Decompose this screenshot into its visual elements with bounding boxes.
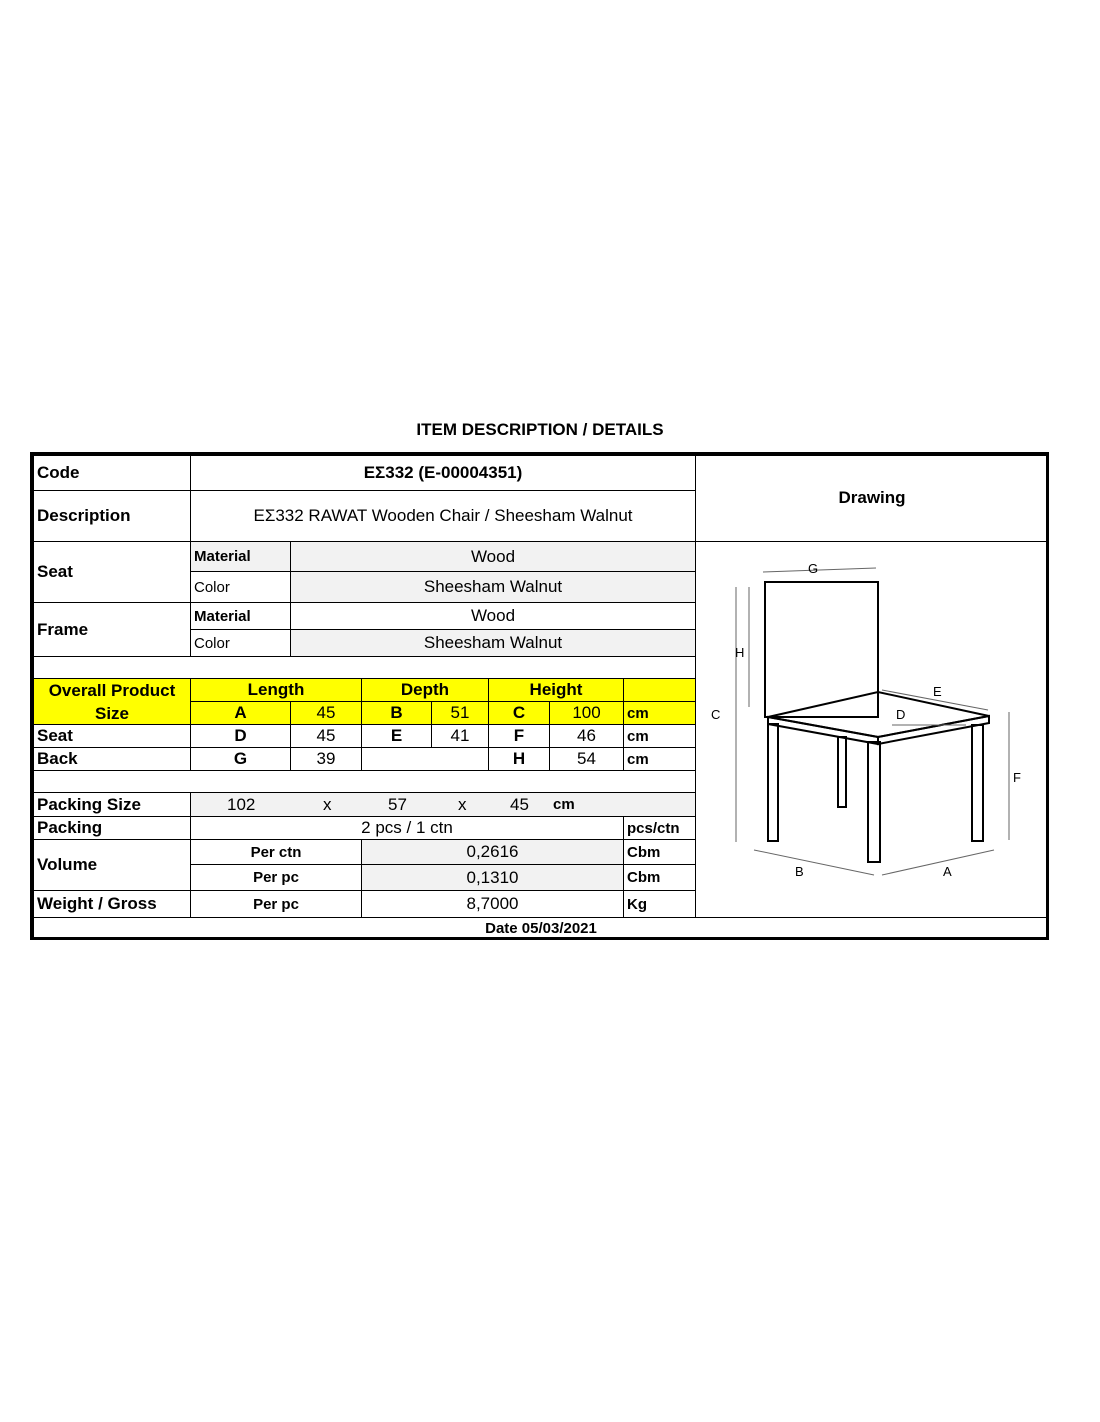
dim-line-b [754,850,874,875]
spec-sheet [30,452,1049,940]
seat-label: Seat [33,541,191,603]
packing-length: 102 [227,794,256,814]
dim-key-e: E [361,724,432,748]
packing-height: 45 [510,794,529,814]
weight-value: 8,7000 [361,890,624,918]
volume-per-ctn-value: 0,2616 [361,839,624,865]
page-title: ITEM DESCRIPTION / DETAILS [416,420,664,439]
unit-header [623,678,696,702]
overall-size-line1: Overall Product [48,680,176,700]
dim-letter-d: D [896,707,906,722]
dimension-lines [736,568,1009,875]
dim-val-b: 51 [431,701,489,725]
volume-per-pc-label: Per pc [190,864,362,891]
dim-val-d: 45 [290,724,362,748]
dim-unit-row1: cm [623,701,696,725]
spacer-row-2 [33,770,696,793]
dim-letter-e: E [933,684,942,699]
chair-drawing [696,542,1049,918]
dim-key-a: A [190,701,291,725]
seat-color-label: Color [190,571,291,603]
packing-unit: pcs/ctn [623,816,696,840]
overall-size-line2: Size [94,703,130,723]
chair-leg-back-right [972,725,983,841]
seat-material-label: Material [190,541,291,572]
dim-letter-g: G [808,561,819,576]
dim-key-d: D [190,724,291,748]
dim-key-b: B [361,701,432,725]
volume-per-ctn-label: Per ctn [190,839,362,865]
volume-per-pc-value: 0,1310 [361,864,624,891]
weight-per-label: Per pc [190,890,362,918]
dim-val-e: 41 [431,724,489,748]
dim-val-a: 45 [290,701,362,725]
dim-key-c: C [488,701,550,725]
frame-color-value: Sheesham Walnut [290,629,696,657]
packing-value: 2 pcs / 1 ctn [190,816,624,840]
packing-width: 57 [388,794,407,814]
overall-size-label [33,678,191,725]
packing-size-unit: cm [553,796,575,813]
dim-back-label: Back [33,747,191,771]
dim-unit-row2: cm [623,724,696,748]
weight-label: Weight / Gross [33,890,191,918]
volume-label: Volume [33,839,191,891]
code-label: Code [33,455,191,491]
drawing-label: Drawing [695,455,1049,542]
length-header: Length [190,678,362,702]
spacer-row [33,656,696,679]
packing-x2: x [458,794,467,814]
dim-letter-f: F [1013,770,1021,785]
code-value: ΕΣ332 (E-00004351) [190,455,696,491]
dim-letter-c: C [711,707,721,722]
dim-line-a [882,850,994,875]
frame-color-label: Color [190,629,291,657]
drawing-area [695,541,1049,918]
frame-material-label: Material [190,602,291,630]
dim-unit-row3: cm [623,747,696,771]
dim-key-f: F [488,724,550,748]
chair-outline [765,582,989,862]
dim-val-f: 46 [549,724,624,748]
chair-leg-front-left [768,724,778,841]
dim-val-g: 39 [290,747,362,771]
packing-label: Packing [33,816,191,840]
frame-material-value: Wood [290,602,696,630]
dim-val-c: 100 [549,701,624,725]
dim-letter-h: H [735,645,745,660]
chair-leg-back-left [838,737,846,807]
dim-key-g: G [190,747,291,771]
chair-leg-front-right [868,742,880,862]
dim-letter-a: A [943,864,952,879]
packing-x1: x [323,794,332,814]
volume-per-ctn-unit: Cbm [623,839,696,865]
dim-line-g [763,568,876,572]
chair-seat-front [768,717,878,744]
frame-label: Frame [33,602,191,657]
dim-key-h: H [488,747,550,771]
date-footer: Date 05/03/2021 [33,917,1049,940]
dim-letter-b: B [795,864,804,879]
description-value: ΕΣ332 RAWAT Wooden Chair / Sheesham Walnut [190,490,696,542]
depth-header: Depth [361,678,489,702]
dim-seat-label: Seat [33,724,191,748]
seat-color-value: Sheesham Walnut [290,571,696,603]
height-header: Height [488,678,624,702]
volume-per-pc-unit: Cbm [623,864,696,891]
dim-val-h: 54 [549,747,624,771]
seat-material-value: Wood [290,541,696,572]
description-label: Description [33,490,191,542]
packing-size-row [190,792,696,817]
weight-unit: Kg [623,890,696,918]
packing-size-label: Packing Size [33,792,191,817]
dim-empty-depth [361,747,489,771]
